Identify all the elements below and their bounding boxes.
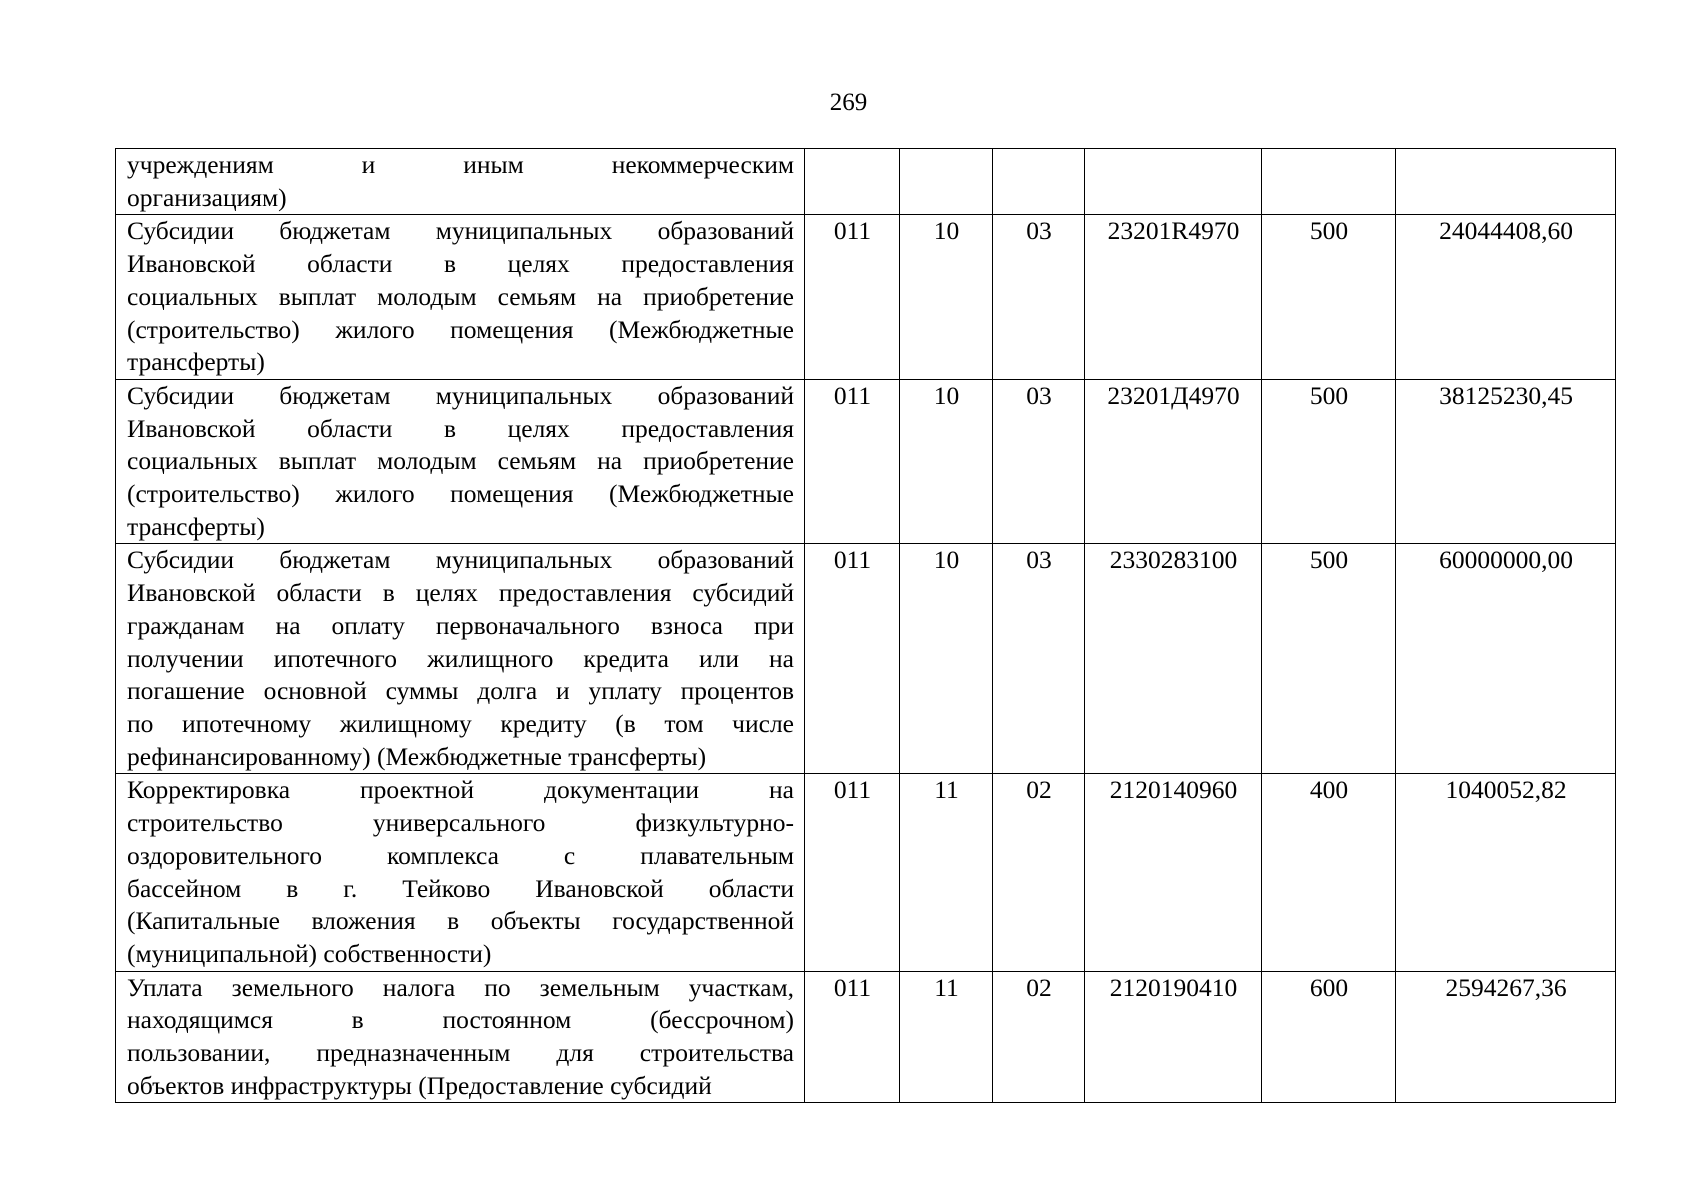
- ministry-code-cell: 011: [805, 774, 900, 971]
- description-cell: [116, 971, 805, 1103]
- description-line: Корректировка проектной документации на: [127, 775, 794, 805]
- description-line: погашение основной суммы долга и уплату процентов: [127, 676, 794, 706]
- description-line: объектов инфраструктуры (Предоставление субсидий: [127, 1070, 712, 1100]
- section-cell: 10: [900, 544, 993, 774]
- description-line: (строительство) жилого помещения (Межбюджетные: [127, 314, 794, 344]
- section-cell: 11: [900, 971, 993, 1103]
- expense-type-cell: 500: [1262, 544, 1396, 774]
- amount-cell: 60000000,00: [1396, 544, 1616, 774]
- target-article-cell: 23201Д4970: [1085, 379, 1262, 544]
- ministry-code-cell: 011: [805, 971, 900, 1103]
- amount-cell: 2594267,36: [1396, 971, 1616, 1103]
- subsection-cell: 03: [993, 379, 1085, 544]
- description-line: Ивановской области в целях предоставления: [127, 249, 794, 279]
- amount-cell: [1396, 149, 1616, 215]
- description-cell: [116, 215, 805, 380]
- description-line: оздоровительного комплекса с плавательным: [127, 840, 794, 870]
- target-article-cell: 2120140960: [1085, 774, 1262, 971]
- description-line: Ивановской области в целях предоставления: [127, 413, 794, 443]
- description-cell: [116, 379, 805, 544]
- subsection-cell: 03: [993, 215, 1085, 380]
- expense-type-cell: 500: [1262, 379, 1396, 544]
- section-cell: 10: [900, 215, 993, 380]
- table-row: [116, 215, 1616, 380]
- ministry-code-cell: [805, 149, 900, 215]
- subsection-cell: 03: [993, 544, 1085, 774]
- target-article-cell: 23201R4970: [1085, 215, 1262, 380]
- description-line: социальных выплат молодым семьям на приобретение: [127, 281, 794, 311]
- table-row: [116, 544, 1616, 774]
- description-line: социальных выплат молодым семьям на приобретение: [127, 446, 794, 476]
- description-line: трансферты): [127, 347, 265, 377]
- description-line: по ипотечному жилищному кредиту (в том числе: [127, 708, 794, 738]
- ministry-code-cell: 011: [805, 379, 900, 544]
- table-row: [116, 149, 1616, 215]
- section-cell: 10: [900, 379, 993, 544]
- description-line: пользовании, предназначенным для строительства: [127, 1038, 794, 1068]
- description-line: бассейном в г. Тейково Ивановской области: [127, 873, 794, 903]
- expense-type-cell: 500: [1262, 215, 1396, 380]
- expense-type-cell: 400: [1262, 774, 1396, 971]
- description-line: гражданам на оплату первоначального взноса при: [127, 610, 794, 640]
- budget-table: [115, 148, 1616, 1103]
- amount-cell: 1040052,82: [1396, 774, 1616, 971]
- description-line: (муниципальной) собственности): [127, 938, 492, 968]
- subsection-cell: 02: [993, 774, 1085, 971]
- description-line: находящимся в постоянном (бессрочном): [127, 1005, 794, 1035]
- ministry-code-cell: 011: [805, 215, 900, 380]
- ministry-code-cell: 011: [805, 544, 900, 774]
- subsection-cell: 02: [993, 971, 1085, 1103]
- target-article-cell: 2330283100: [1085, 544, 1262, 774]
- expense-type-cell: [1262, 149, 1396, 215]
- target-article-cell: 2120190410: [1085, 971, 1262, 1103]
- section-cell: [900, 149, 993, 215]
- target-article-cell: [1085, 149, 1262, 215]
- description-line: трансферты): [127, 511, 265, 541]
- description-line: Субсидии бюджетам муниципальных образований: [127, 380, 794, 410]
- description-line: получении ипотечного жилищного кредита или на: [127, 643, 794, 673]
- amount-cell: 38125230,45: [1396, 379, 1616, 544]
- table-row: [116, 379, 1616, 544]
- description-cell: [116, 774, 805, 971]
- expense-type-cell: 600: [1262, 971, 1396, 1103]
- description-line: Ивановской области в целях предоставления субсидий: [127, 578, 794, 608]
- description-cell: [116, 544, 805, 774]
- description-line: строительство универсального физкультурно-: [127, 808, 794, 838]
- table-row: [116, 774, 1616, 971]
- description-line: (Капитальные вложения в объекты государственной: [127, 906, 794, 936]
- table-row: [116, 971, 1616, 1103]
- description-line: Уплата земельного налога по земельным участкам,: [127, 972, 794, 1002]
- description-line: Субсидии бюджетам муниципальных образований: [127, 545, 794, 575]
- description-line: рефинансированному) (Межбюджетные трансферты): [127, 741, 707, 771]
- amount-cell: 24044408,60: [1396, 215, 1616, 380]
- page-number: 269: [829, 89, 868, 116]
- subsection-cell: [993, 149, 1085, 215]
- description-line: организациям): [127, 182, 287, 212]
- description-line: Субсидии бюджетам муниципальных образований: [127, 216, 794, 246]
- description-line: (строительство) жилого помещения (Межбюджетные: [127, 479, 794, 509]
- description-cell: [116, 149, 805, 215]
- section-cell: 11: [900, 774, 993, 971]
- description-line: учреждениям и иным некоммерческим: [127, 150, 794, 179]
